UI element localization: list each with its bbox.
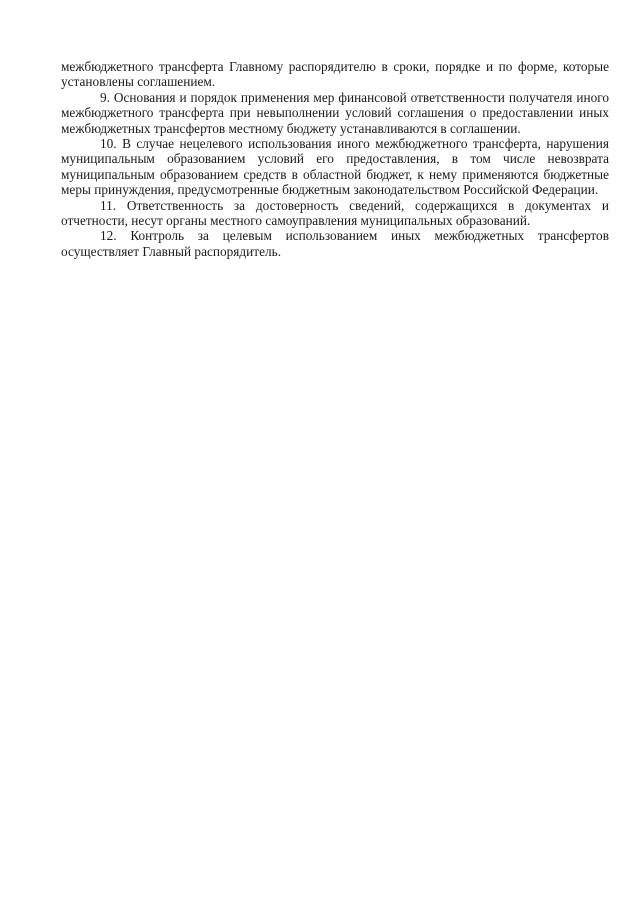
paragraph-10: 10. В случае нецелевого использования иного межбюджетного трансферта, нарушения муниципальным образованием условий его предоставления, в том числе невозврата муниципальным образованием средств в областной бюджет, к нему применяются бюджетные меры принуждения, предусмотренные бюджетным законодательством Российской Федерации. [61,136,609,198]
paragraph-continuation: межбюджетного трансферта Главному распорядителю в сроки, порядке и по форме, которые установлены соглашением. [61,59,609,90]
paragraph-9: 9. Основания и порядок применения мер финансовой ответственности получателя иного межбюджетного трансферта при невыполнении условий соглашения о предоставлении иных межбюджетных трансфертов местному бюджету устанавливаются в соглашении. [61,89,609,136]
document-body [61,59,609,259]
paragraph-11: 11. Ответственность за достоверность сведений, содержащихся в документах и отчетности, несут органы местного самоуправления муниципальных образований. [61,197,609,229]
paragraph-12: 12. Контроль за целевым использованием иных межбюджетных трансфертов осуществляет Главный распорядитель. [61,228,609,259]
